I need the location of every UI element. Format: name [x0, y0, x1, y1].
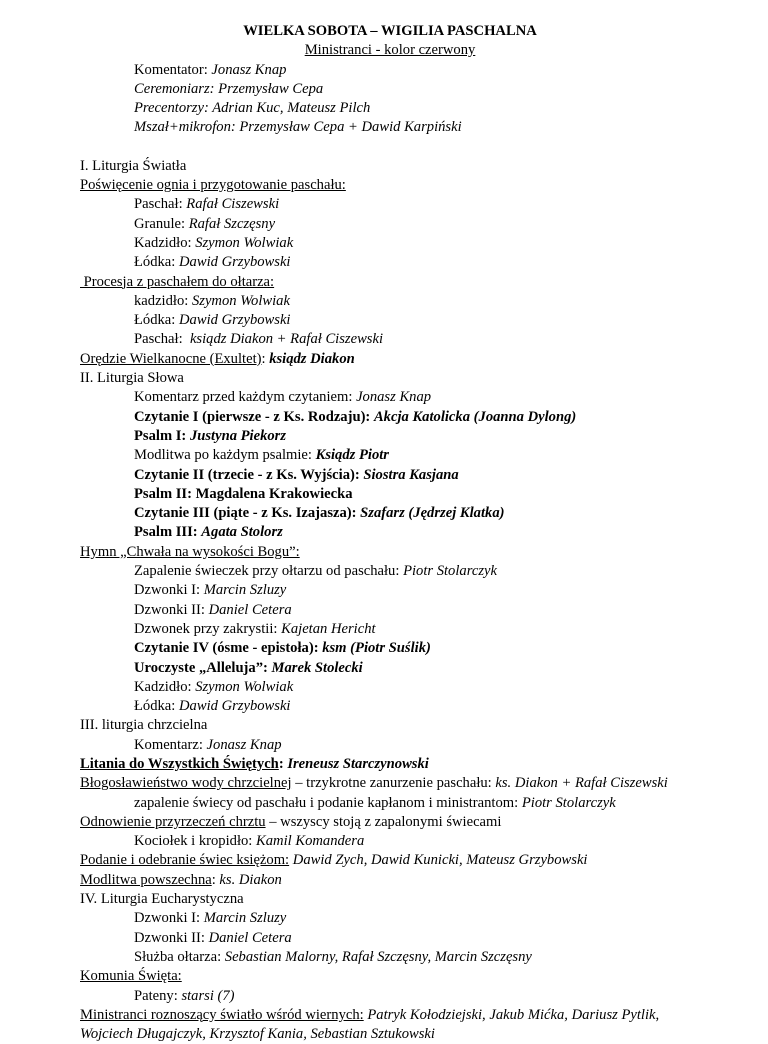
- candles-line: Podanie i odebranie świec księżom: Dawid Zych, Dawid Kunicki, Mateusz Grzybowski: [80, 852, 588, 869]
- assignment-line: Dzwonki II: Daniel Cetera: [134, 929, 292, 946]
- reading-line: Psalm III: Agata Stolorz: [134, 524, 283, 541]
- assignment-line: Komentarz przed każdym czytaniem: Jonasz Knap: [134, 389, 432, 406]
- document-page: [80, 22, 700, 1044]
- assignment-line: Dzwonek przy zakrystii: Kajetan Hericht: [134, 620, 376, 637]
- spacer: [80, 138, 700, 157]
- reading-line: Psalm II: Magdalena Krakowiecka: [134, 485, 353, 502]
- reading-line: Czytanie II (trzecie - z Ks. Wyjścia): Siostra Kasjana: [134, 466, 459, 483]
- document-title: WIELKA SOBOTA – WIGILIA PASCHALNA: [243, 23, 537, 39]
- light-bearers-line: Ministranci roznoszący światło wśród wiernych: Patryk Kołodziejski, Jakub Mićka, Dariusz Pytlik, Wojciech Długajczyk, Krzysztof Kania, Sebastian Sztukowski: [80, 1006, 660, 1043]
- assignment-line: Granule: Rafał Szczęsny: [134, 215, 276, 232]
- assignment-line: Łódka: Dawid Grzybowski: [134, 698, 291, 715]
- assignment-line: Paschał: Rafał Ciszewski: [134, 196, 280, 213]
- assignment-line: Dzwonki I: Marcin Szluzy: [134, 582, 287, 599]
- reading-line: Modlitwa po każdym psalmie: Ksiądz Piotr: [134, 447, 389, 464]
- precentors-line: Precentorzy: Adrian Kuc, Mateusz Pilch: [134, 100, 371, 117]
- subsection-procession: Procesja z paschałem do ołtarza:: [80, 273, 275, 290]
- section-heading-light: I. Liturgia Światła: [80, 157, 187, 174]
- assignment-line: Pateny: starsi (7): [134, 987, 235, 1004]
- subsection-hymn: Hymn „Chwała na wysokości Bogu”:: [80, 543, 300, 560]
- assignment-line: Zapalenie świeczek przy ołtarzu od paschału: Piotr Stolarczyk: [134, 563, 497, 580]
- assignment-line: zapalenie świecy od paschału i podanie kapłanom i ministrantom: Piotr Stolarczyk: [134, 794, 616, 811]
- assignment-line: Paschał: ksiądz Diakon + Rafał Ciszewski: [134, 331, 384, 348]
- assignment-line: Dzwonki I: Marcin Szluzy: [134, 910, 287, 927]
- litany-line: Litania do Wszystkich Świętych: Ireneusz Starczynowski: [80, 755, 429, 772]
- water-blessing-line: Błogosławieństwo wody chrzcielnej – trzykrotne zanurzenie paschału: ks. Diakon + Rafał Ciszewski: [80, 775, 668, 792]
- subsection-communion: Komunia Święta:: [80, 968, 182, 985]
- reading-line: Czytanie I (pierwsze - z Ks. Rodzaju): Akcja Katolicka (Joanna Dylong): [134, 408, 577, 425]
- exsultet-line: Orędzie Wielkanocne (Exultet): ksiądz Diakon: [80, 350, 355, 367]
- prayer-line: Modlitwa powszechna: ks. Diakon: [80, 871, 282, 888]
- reading-line: Czytanie IV (ósme - epistoła): ksm (Piotr Suślik): [134, 640, 431, 657]
- assignment-line: Łódka: Dawid Grzybowski: [134, 254, 291, 271]
- assignment-line: Kociołek i kropidło: Kamil Komandera: [134, 833, 365, 850]
- assignment-line: Łódka: Dawid Grzybowski: [134, 312, 291, 329]
- section-heading-baptism: III. liturgia chrzcielna: [80, 717, 208, 734]
- assignment-line: Dzwonki II: Daniel Cetera: [134, 601, 292, 618]
- commentator-line: Komentator: Jonasz Knap: [134, 61, 287, 78]
- assignment-line: kadzidło: Szymon Wolwiak: [134, 292, 290, 309]
- reading-line: Czytanie III (piąte - z Ks. Izajasza): Szafarz (Jędrzej Klatka): [134, 505, 505, 522]
- assignment-line: Komentarz: Jonasz Knap: [134, 736, 282, 753]
- renewal-line: Odnowienie przyrzeczeń chrztu – wszyscy stoją z zapalonymi świecami: [80, 813, 502, 830]
- subsection-blessing: Poświęcenie ognia i przygotowanie paschału:: [80, 177, 346, 194]
- assignment-line: Służba ołtarza: Sebastian Malorny, Rafał Szczęsny, Marcin Szczęsny: [134, 948, 532, 965]
- document-subtitle: Ministranci - kolor czerwony: [304, 42, 476, 59]
- assignment-line: Kadzidło: Szymon Wolwiak: [134, 234, 294, 251]
- section-heading-word: II. Liturgia Słowa: [80, 370, 184, 387]
- assignment-line: Kadzidło: Szymon Wolwiak: [134, 678, 294, 695]
- missal-line: Mszał+mikrofon: Przemysław Cepa + Dawid Karpiński: [134, 119, 462, 136]
- reading-line: Uroczyste „Alleluja”: Marek Stolecki: [134, 659, 363, 676]
- reading-line: Psalm I: Justyna Piekorz: [134, 427, 287, 444]
- ceremoniarz-line: Ceremoniarz: Przemysław Cepa: [134, 80, 324, 97]
- section-heading-eucharist: IV. Liturgia Eucharystyczna: [80, 891, 244, 908]
